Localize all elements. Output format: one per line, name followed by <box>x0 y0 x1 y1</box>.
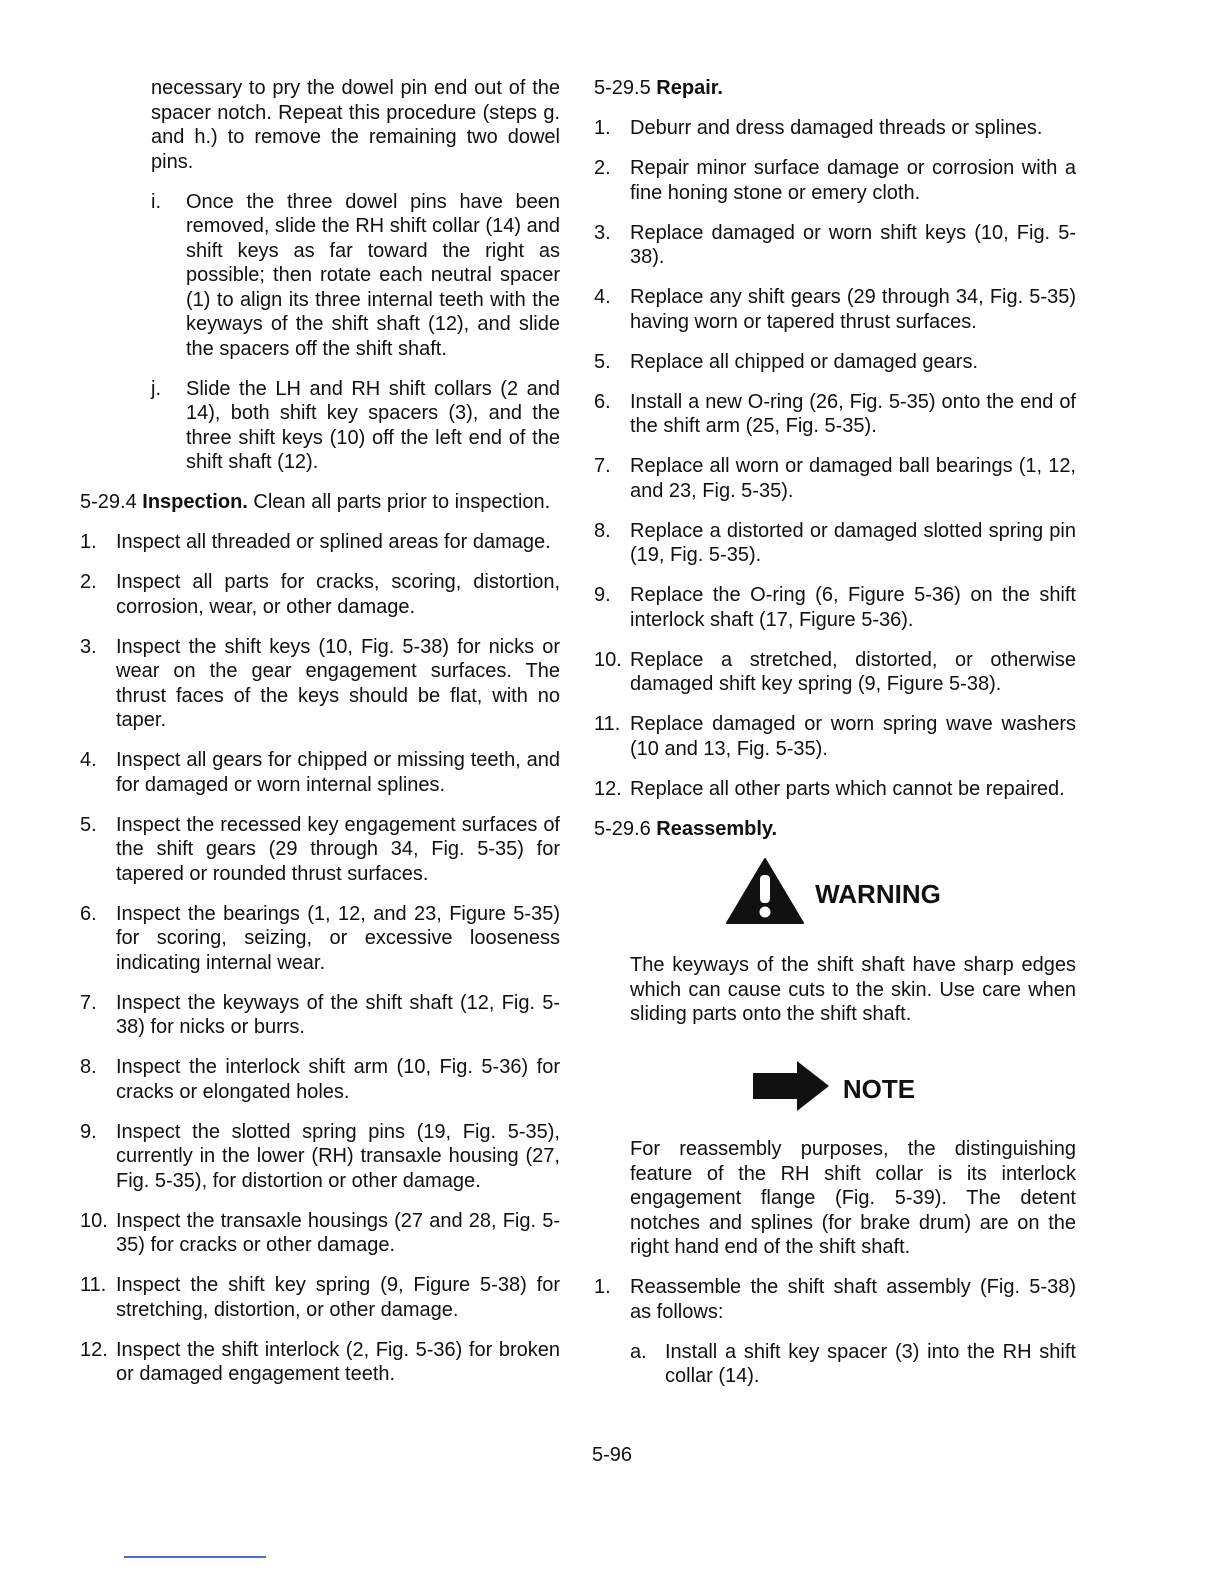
list-item <box>594 777 1076 802</box>
item-number: 9. <box>594 584 611 606</box>
section-number: 5-29.4 <box>80 491 137 513</box>
note-header <box>590 1059 1076 1120</box>
section-title: Repair. <box>656 77 723 99</box>
decorative-rule <box>124 1556 266 1558</box>
warning-callout <box>630 857 1076 1260</box>
list-item <box>594 285 1076 334</box>
item-number: 2. <box>594 157 611 179</box>
list-item <box>80 1273 560 1322</box>
list-item <box>80 570 560 619</box>
list-item <box>594 1275 1076 1324</box>
item-number: 9. <box>80 1120 97 1143</box>
section-number: 5-29.6 <box>594 817 651 840</box>
item-text: Inspect the shift key spring (9, Figure 5-38) for stretching, distortion, or other damage. <box>116 1274 560 1321</box>
section-number: 5-29.5 <box>594 77 651 99</box>
section-title: Inspection. <box>142 491 248 513</box>
sub-step-i <box>151 190 560 362</box>
warning-text: The keyways of the shift shaft have sharp edges which can cause cuts to the skin. Use care when sliding parts onto the shift shaft. <box>630 954 1076 1025</box>
item-number: 5. <box>80 813 97 836</box>
list-item <box>594 648 1076 697</box>
list-item <box>80 1055 560 1104</box>
list-item <box>594 390 1076 439</box>
warning-header <box>590 857 1076 932</box>
repair-section-heading <box>594 76 1076 101</box>
list-item <box>594 712 1076 761</box>
list-item <box>594 116 1076 141</box>
sub-step-letter: a. <box>630 1340 647 1363</box>
item-text: Inspect the interlock shift arm (10, Fig. 5-36) for cracks or elongated holes. <box>116 1056 560 1103</box>
item-text: Replace a distorted or damaged slotted spring pin (19, Fig. 5-35). <box>630 519 1076 566</box>
sub-step-a <box>630 1340 1076 1389</box>
item-number: 4. <box>594 286 611 308</box>
item-text: Replace a stretched, distorted, or otherwise damaged shift key spring (9, Figure 5-38). <box>630 648 1076 695</box>
item-number: 4. <box>80 749 97 771</box>
item-text: Inspect the slotted spring pins (19, Fig. 5-35), currently in the lower (RH) transaxle housing (27, Fig. 5-35), for distortion or other damage. <box>116 1120 560 1192</box>
item-number: 2. <box>80 571 97 593</box>
sub-step-text: Slide the LH and RH shift collars (2 and 14), both shift key spacers (3), and the three shift keys (10) off the left end of the shift shaft (12). <box>186 377 560 473</box>
item-number: 7. <box>594 455 611 477</box>
reassembly-section-heading <box>594 817 1076 842</box>
item-number: 11. <box>80 1274 107 1296</box>
item-number: 1. <box>594 1276 611 1298</box>
item-number: 10. <box>594 648 622 671</box>
list-item <box>80 813 560 887</box>
inspection-section-heading <box>80 490 560 515</box>
right-column <box>594 76 1076 1404</box>
warning-title: WARNING <box>815 878 941 909</box>
list-item <box>594 583 1076 632</box>
list-item <box>80 1209 560 1258</box>
continuation-paragraph: necessary to pry the dowel pin end out of the spacer notch. Repeat this procedure (steps g. and h.) to remove the remaining two dowel pins. <box>151 77 560 173</box>
item-number: 12. <box>80 1338 108 1361</box>
sub-step-letter: i. <box>151 190 161 213</box>
item-text: Replace damaged or worn shift keys (10, Fig. 5-38). <box>630 221 1076 268</box>
item-text: Replace damaged or worn spring wave washers (10 and 13, Fig. 5-35). <box>630 713 1076 760</box>
list-item <box>80 748 560 797</box>
list-item <box>594 519 1076 568</box>
list-item <box>594 221 1076 270</box>
sub-step-letter: j. <box>151 377 161 400</box>
list-item <box>594 350 1076 375</box>
page-number: 5-96 <box>591 1444 633 1466</box>
item-text: Inspect all threaded or splined areas for damage. <box>116 531 551 553</box>
list-item <box>80 902 560 976</box>
section-title: Reassembly. <box>656 817 778 840</box>
item-text: Replace all worn or damaged ball bearings (1, 12, and 23, Fig. 5-35). <box>630 455 1076 502</box>
item-text: Replace the O-ring (6, Figure 5-36) on the shift interlock shaft (17, Figure 5-36). <box>630 584 1076 631</box>
warning-triangle-icon <box>725 857 805 932</box>
item-text: Replace any shift gears (29 through 34, Fig. 5-35) having worn or tapered thrust surfaces. <box>630 286 1076 333</box>
list-item <box>80 991 560 1040</box>
note-text: For reassembly purposes, the distinguishing feature of the RH shift collar is its interlock engagement flange (Fig. 5-39). The detent notches and splines (for brake drum) are on the right hand end of the shift shaft. <box>630 1138 1076 1258</box>
list-item <box>80 530 560 555</box>
item-text: Inspect the shift interlock (2, Fig. 5-36) for broken or damaged engagement teeth. <box>116 1338 560 1385</box>
item-text: Inspect the recessed key engagement surfaces of the shift gears (29 through 34, Fig. 5-35) for tapered or rounded thrust surfaces. <box>116 813 560 885</box>
sub-step-text: Install a shift key spacer (3) into the RH shift collar (14). <box>665 1340 1076 1387</box>
item-number: 8. <box>594 519 611 542</box>
list-item <box>594 454 1076 503</box>
item-text: Reassemble the shift shaft assembly (Fig. 5-38) as follows: <box>630 1276 1076 1323</box>
item-text: Inspect the transaxle housings (27 and 28, Fig. 5-35) for cracks or other damage. <box>116 1209 560 1256</box>
list-item <box>80 1120 560 1194</box>
item-number: 11. <box>594 713 621 735</box>
note-title: NOTE <box>842 1073 916 1104</box>
item-number: 1. <box>594 117 611 139</box>
section-intro: Clean all parts prior to inspection. <box>253 491 551 513</box>
item-text: Inspect all parts for cracks, scoring, distortion, corrosion, wear, or other damage. <box>116 571 560 618</box>
item-text: Deburr and dress damaged threads or splines. <box>630 117 1043 139</box>
item-number: 8. <box>80 1056 97 1078</box>
item-number: 3. <box>80 635 97 658</box>
arrow-right-icon <box>751 1059 831 1120</box>
item-text: Repair minor surface damage or corrosion with a fine honing stone or emery cloth. <box>630 157 1076 204</box>
item-number: 7. <box>80 991 97 1014</box>
sub-step-text: Once the three dowel pins have been removed, slide the RH shift collar (14) and shift keys as far toward the right as possible; then rotate each neutral spacer (1) to align its three internal teeth with the keyways of the shift shaft (12), and slide the spacers off the shift shaft. <box>186 190 560 360</box>
item-text: Replace all other parts which cannot be repaired. <box>630 777 1065 800</box>
item-text: Replace all chipped or damaged gears. <box>630 350 978 373</box>
sub-step-j <box>151 377 560 475</box>
item-text: Inspect the shift keys (10, Fig. 5-38) for nicks or wear on the gear engagement surfaces. The thrust faces of the keys should be flat, with no taper. <box>116 635 560 731</box>
item-number: 3. <box>594 221 611 244</box>
item-text: Inspect the bearings (1, 12, and 23, Figure 5-35) for scoring, seizing, or excessive looseness indicating internal wear. <box>116 902 560 974</box>
item-number: 5. <box>594 350 611 373</box>
left-column <box>80 76 560 1402</box>
item-number: 12. <box>594 777 622 800</box>
item-number: 6. <box>80 902 97 925</box>
item-number: 10. <box>80 1209 108 1232</box>
item-text: Install a new O-ring (26, Fig. 5-35) onto the end of the shift arm (25, Fig. 5-35). <box>630 390 1076 437</box>
item-text: Inspect the keyways of the shift shaft (12, Fig. 5-38) for nicks or burrs. <box>116 991 560 1038</box>
list-item <box>80 635 560 733</box>
item-text: Inspect all gears for chipped or missing teeth, and for damaged or worn internal splines. <box>116 749 560 796</box>
list-item <box>594 156 1076 205</box>
item-number: 1. <box>80 531 97 553</box>
item-number: 6. <box>594 390 611 413</box>
list-item <box>80 1338 560 1387</box>
